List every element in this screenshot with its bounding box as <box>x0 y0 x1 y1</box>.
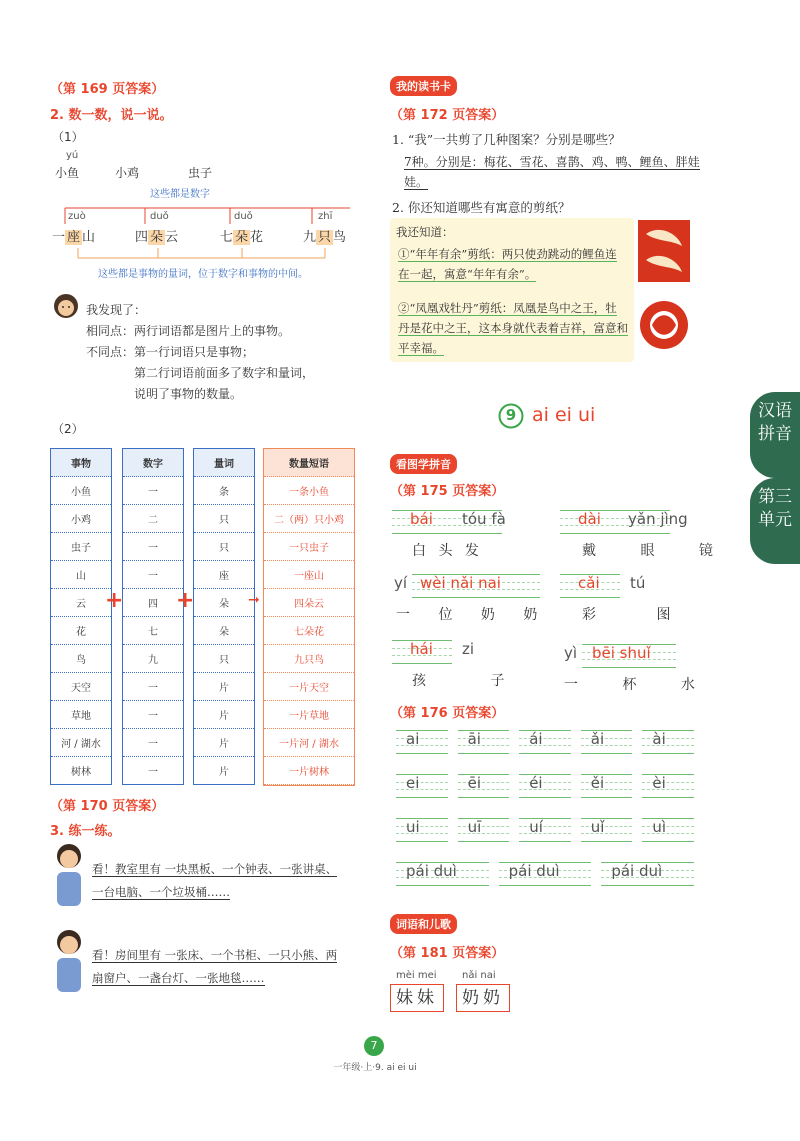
table-cell: 片 <box>194 673 254 701</box>
table-cell: 虫子 <box>51 533 111 561</box>
tone-grid-cell <box>581 774 633 798</box>
lesson-number: 9 <box>505 406 517 424</box>
hanzi-yiweinainai: 一 位 奶 奶 <box>396 607 550 623</box>
noun: 鸟 <box>333 230 347 245</box>
boy-avatar-icon <box>48 928 90 998</box>
know-item-2 <box>398 298 628 358</box>
tone-pinyin: èi <box>652 774 666 792</box>
table-cell: 朵 <box>194 589 254 617</box>
exercise-2-text <box>92 944 342 990</box>
num: 九 <box>303 230 317 245</box>
tone-grid-cell <box>519 818 571 842</box>
tone-pinyin: pái duì <box>611 862 663 880</box>
tone-pinyin: ái <box>529 730 543 748</box>
num: 四 <box>135 230 149 245</box>
table-cell: 条 <box>194 477 254 505</box>
word-xiaoyu: 小鱼 <box>55 166 80 180</box>
tone-grid-cell <box>458 818 510 842</box>
know-item-2-text: ②“凤凰戏牡丹”剪纸：凤凰是鸟中之王，牡丹是花中之王，这本身就代表着吉祥，富意和平幸福。 <box>398 301 628 355</box>
pinyin-nainai: nǎi nai <box>462 970 496 981</box>
part-2-label: （2） <box>52 422 84 436</box>
hanzi-nainai: 奶奶 <box>456 984 510 1012</box>
footer-text: 一年级·上·9. ai ei ui <box>333 1063 417 1073</box>
table-cell: 一 <box>148 767 158 778</box>
plus-icon: + <box>176 588 195 613</box>
pinyin-yanjing: yǎn jìng <box>628 510 688 528</box>
table-cell: 片 <box>194 701 254 729</box>
pinyin-tu: tú <box>630 574 646 592</box>
measure-word: 朵 <box>150 230 164 245</box>
table-cell: 天空 <box>51 673 111 701</box>
tone-pinyin: ei <box>406 774 420 792</box>
table-cell: 片 <box>194 729 254 757</box>
tone-pinyin: uí <box>529 818 543 836</box>
tone-pinyin: pái duì <box>406 862 457 880</box>
noun: 花 <box>250 230 264 245</box>
table-col-phrases <box>263 448 355 786</box>
tone-pinyin: uī <box>467 818 482 836</box>
pinyin-zuo: zuò <box>68 211 86 222</box>
table-header: 数量短语 <box>264 449 354 477</box>
table-cell: 树林 <box>71 767 91 778</box>
num: 七 <box>220 230 234 245</box>
noun: 云 <box>165 230 179 245</box>
hanzi-haizi: 孩 子 <box>412 673 535 689</box>
table-cell: 一座山 <box>264 561 354 589</box>
pinyin-hai: hái <box>410 640 433 658</box>
girl-avatar-icon <box>52 292 80 320</box>
table-col-measure <box>193 448 255 785</box>
table-cell: 小鸡 <box>51 505 111 533</box>
fish-papercut-image <box>638 220 690 282</box>
pinyin-yu: yú <box>66 150 79 161</box>
question-3: 3. 练一练。 <box>50 824 121 839</box>
table-cell: 朵 <box>194 617 254 645</box>
tone-grid-cell <box>396 730 448 754</box>
boy-avatar-icon <box>48 842 90 912</box>
tone-pinyin: uǐ <box>590 818 605 836</box>
tone-pinyin: uì <box>652 818 667 836</box>
hanzi-caitu: 彩 图 <box>582 607 699 623</box>
answer-header-172: （第 172 页答案） <box>390 108 505 123</box>
table-cell: 只 <box>194 505 254 533</box>
table-cell: 小鱼 <box>51 477 111 505</box>
tone-grid-cell <box>396 774 448 798</box>
phrase-jiuzhiniao <box>303 226 346 245</box>
table-cell: 草地 <box>51 701 111 729</box>
tone-grid-cell <box>581 730 633 754</box>
discovery-line-1: 我发现了： <box>86 303 147 317</box>
part-1-label: （1） <box>52 130 84 144</box>
lesson-title: ai ei ui <box>532 404 596 426</box>
know-label: 我还知道： <box>396 225 454 239</box>
table-cell: 四朵云 <box>264 589 354 617</box>
know-item-1-text: ①“年年有余”剪纸：两只使劲跳动的鲤鱼连在一起，寓意“年年有余”。 <box>398 247 617 281</box>
table-header: 事物 <box>51 449 111 477</box>
tone-grid-cell <box>642 774 694 798</box>
discovery-line-4: 第二行词语前面多了数字和量词， <box>134 366 315 380</box>
phrase-siduoyun <box>135 226 178 245</box>
table-cell: 一条小鱼 <box>264 477 354 505</box>
tone-pinyin: ui <box>406 818 420 836</box>
answer-header-169: （第 169 页答案） <box>50 82 165 97</box>
tone-pinyin: pái duì <box>508 862 560 880</box>
measure-word: 座 <box>67 230 81 245</box>
table-cell: 一只虫子 <box>264 533 354 561</box>
arrow-right-icon: ➞ <box>248 592 260 608</box>
tab-unit-3[interactable] <box>750 478 800 564</box>
reading-q2: 2. 你还知道哪些有寓意的剪纸？ <box>392 200 571 215</box>
tone-grid-cell <box>458 730 510 754</box>
tone-grid-cell <box>581 818 633 842</box>
know-item-1 <box>398 244 628 284</box>
pinyin-duo-2: duǒ <box>234 211 253 222</box>
pinyin-dai: dài <box>578 510 601 528</box>
table-cell: 二 <box>123 505 183 533</box>
tone-pinyin: éi <box>529 774 543 792</box>
word-xiaoji: 小鸡 <box>115 166 140 180</box>
tone-pinyin: ēi <box>467 774 481 792</box>
table-cell: 一片树林 <box>264 757 354 785</box>
phrase-yizuoshan <box>52 226 95 245</box>
table-col-things <box>50 448 112 785</box>
pinyin-toufa: tóu fà <box>462 510 506 528</box>
table-cell: 花 <box>51 617 111 645</box>
reading-q1: 1. “我”一共剪了几种图案？分别是哪些？ <box>392 132 621 147</box>
songs-badge: 词语和儿歌 <box>390 914 457 934</box>
page-number: 7 <box>364 1036 384 1056</box>
table-cell: 河 / 湖水 <box>51 729 111 757</box>
table-cell: 九 <box>123 645 183 673</box>
tone-grid-cell <box>519 730 571 754</box>
table-cell: 只 <box>194 645 254 673</box>
table-cell: 座 <box>194 561 254 589</box>
table-cell: 七 <box>123 617 183 645</box>
exercise-1-answer: 看！教室里有 一块黑板、一个钟表、一张讲桌、一台电脑、一个垃圾桶…… <box>92 862 338 899</box>
pinyin-weinainai: wèi nǎi nai <box>420 574 501 592</box>
tone-pinyin: ai <box>406 730 420 748</box>
noun: 山 <box>82 230 96 245</box>
tab-pinyin[interactable] <box>750 392 800 478</box>
table-cell: 四 <box>123 589 183 617</box>
table-cell: 一 <box>123 701 183 729</box>
table-cell: 一 <box>123 561 183 589</box>
tone-grid-cell <box>642 730 694 754</box>
tab-pinyin-label: 汉语拼音 <box>758 401 792 444</box>
tone-pinyin: ǎi <box>590 730 605 748</box>
tone-pinyin: ěi <box>590 774 605 792</box>
phrase-qiduohua <box>220 226 263 245</box>
note-measure-words: 这些都是事物的量词，位于数字和事物的中间。 <box>98 269 308 280</box>
hanzi-yibeishui: 一 杯 水 <box>564 677 715 693</box>
word-chongzi: 虫子 <box>188 166 213 180</box>
table-header: 量词 <box>194 449 254 477</box>
plus-icon: + <box>105 588 124 613</box>
discovery-line-3: 不同点：第一行词语只是事物； <box>86 345 255 359</box>
table-cell: 二（两）只小鸡 <box>264 505 354 533</box>
pinyin-duo-1: duǒ <box>150 211 169 222</box>
pinyin-yi2: yì <box>564 644 578 662</box>
pinyin-badge: 看图学拼音 <box>390 454 457 474</box>
table-cell: 七朵花 <box>264 617 354 645</box>
discovery-block <box>86 300 314 405</box>
note-numbers: 这些都是数字 <box>150 189 210 200</box>
reading-card-badge: 我的读书卡 <box>390 76 457 96</box>
reading-a1-text: 7种。分别是：梅花、雪花、喜鹊、鸡、鸭、鲤鱼、胖娃娃。 <box>404 155 700 189</box>
tone-grid-cell <box>642 818 694 842</box>
pinyin-cai: cǎi <box>578 574 600 592</box>
table-cell: 一 <box>123 673 183 701</box>
table-header: 数字 <box>123 449 183 477</box>
phoenix-papercut-image <box>638 294 690 356</box>
measure-word: 朵 <box>235 230 249 245</box>
pinyin-bai: bái <box>410 510 433 528</box>
answer-header-175: （第 175 页答案） <box>390 484 505 499</box>
hanzi-baitoufa: 白 头 发 <box>412 543 483 559</box>
hanzi-meimei: 妹妹 <box>390 984 444 1012</box>
pinyin-yi: yí <box>394 574 408 592</box>
table-cell: 鸟 <box>51 645 111 673</box>
table-col-numbers <box>122 448 184 785</box>
discovery-line-2: 相同点：两行词语都是图片上的事物。 <box>86 324 291 338</box>
table-cell: 一片河 / 湖水 <box>264 729 354 757</box>
tone-grid-cell <box>458 774 510 798</box>
table-cell: 九只鸟 <box>264 645 354 673</box>
table-cell: 山 <box>51 561 111 589</box>
table-cell: 一片草地 <box>264 701 354 729</box>
measure-word: 只 <box>318 230 332 245</box>
pinyin-meimei: mèi mei <box>396 970 437 981</box>
exercise-1-text <box>92 858 342 904</box>
tone-grid-cell <box>396 818 448 842</box>
answer-header-170: （第 170 页答案） <box>50 799 165 814</box>
answer-header-181: （第 181 页答案） <box>390 946 505 961</box>
pinyin-zi: zi <box>462 640 475 658</box>
table-cell: 一 <box>123 729 183 757</box>
num: 一 <box>52 230 66 245</box>
tone-pinyin: āi <box>467 730 481 748</box>
reading-a1 <box>404 152 704 192</box>
table-cell: 片 <box>219 767 229 778</box>
table-cell: 云 <box>51 589 111 617</box>
tone-grid-cell <box>519 774 571 798</box>
table-cell: 一 <box>123 477 183 505</box>
pinyin-beishui: bēi shuǐ <box>592 644 651 662</box>
answer-header-176: （第 176 页答案） <box>390 706 505 721</box>
table-cell: 只 <box>194 533 254 561</box>
hanzi-daiyanjing: 戴 眼 镜 <box>582 543 733 559</box>
discovery-line-5: 说明了事物的数量。 <box>134 387 243 401</box>
exercise-2-answer: 看！房间里有 一张床、一个书柜、一只小熊、两扇窗户、一盏台灯、一张地毯…… <box>92 948 338 985</box>
tab-unit-3-label: 第三单元 <box>758 487 792 530</box>
pinyin-zhi: zhī <box>318 211 333 222</box>
tone-pinyin: ài <box>652 730 666 748</box>
table-cell: 一 <box>123 533 183 561</box>
table-cell: 一片天空 <box>264 673 354 701</box>
question-2: 2. 数一数，说一说。 <box>50 108 173 123</box>
